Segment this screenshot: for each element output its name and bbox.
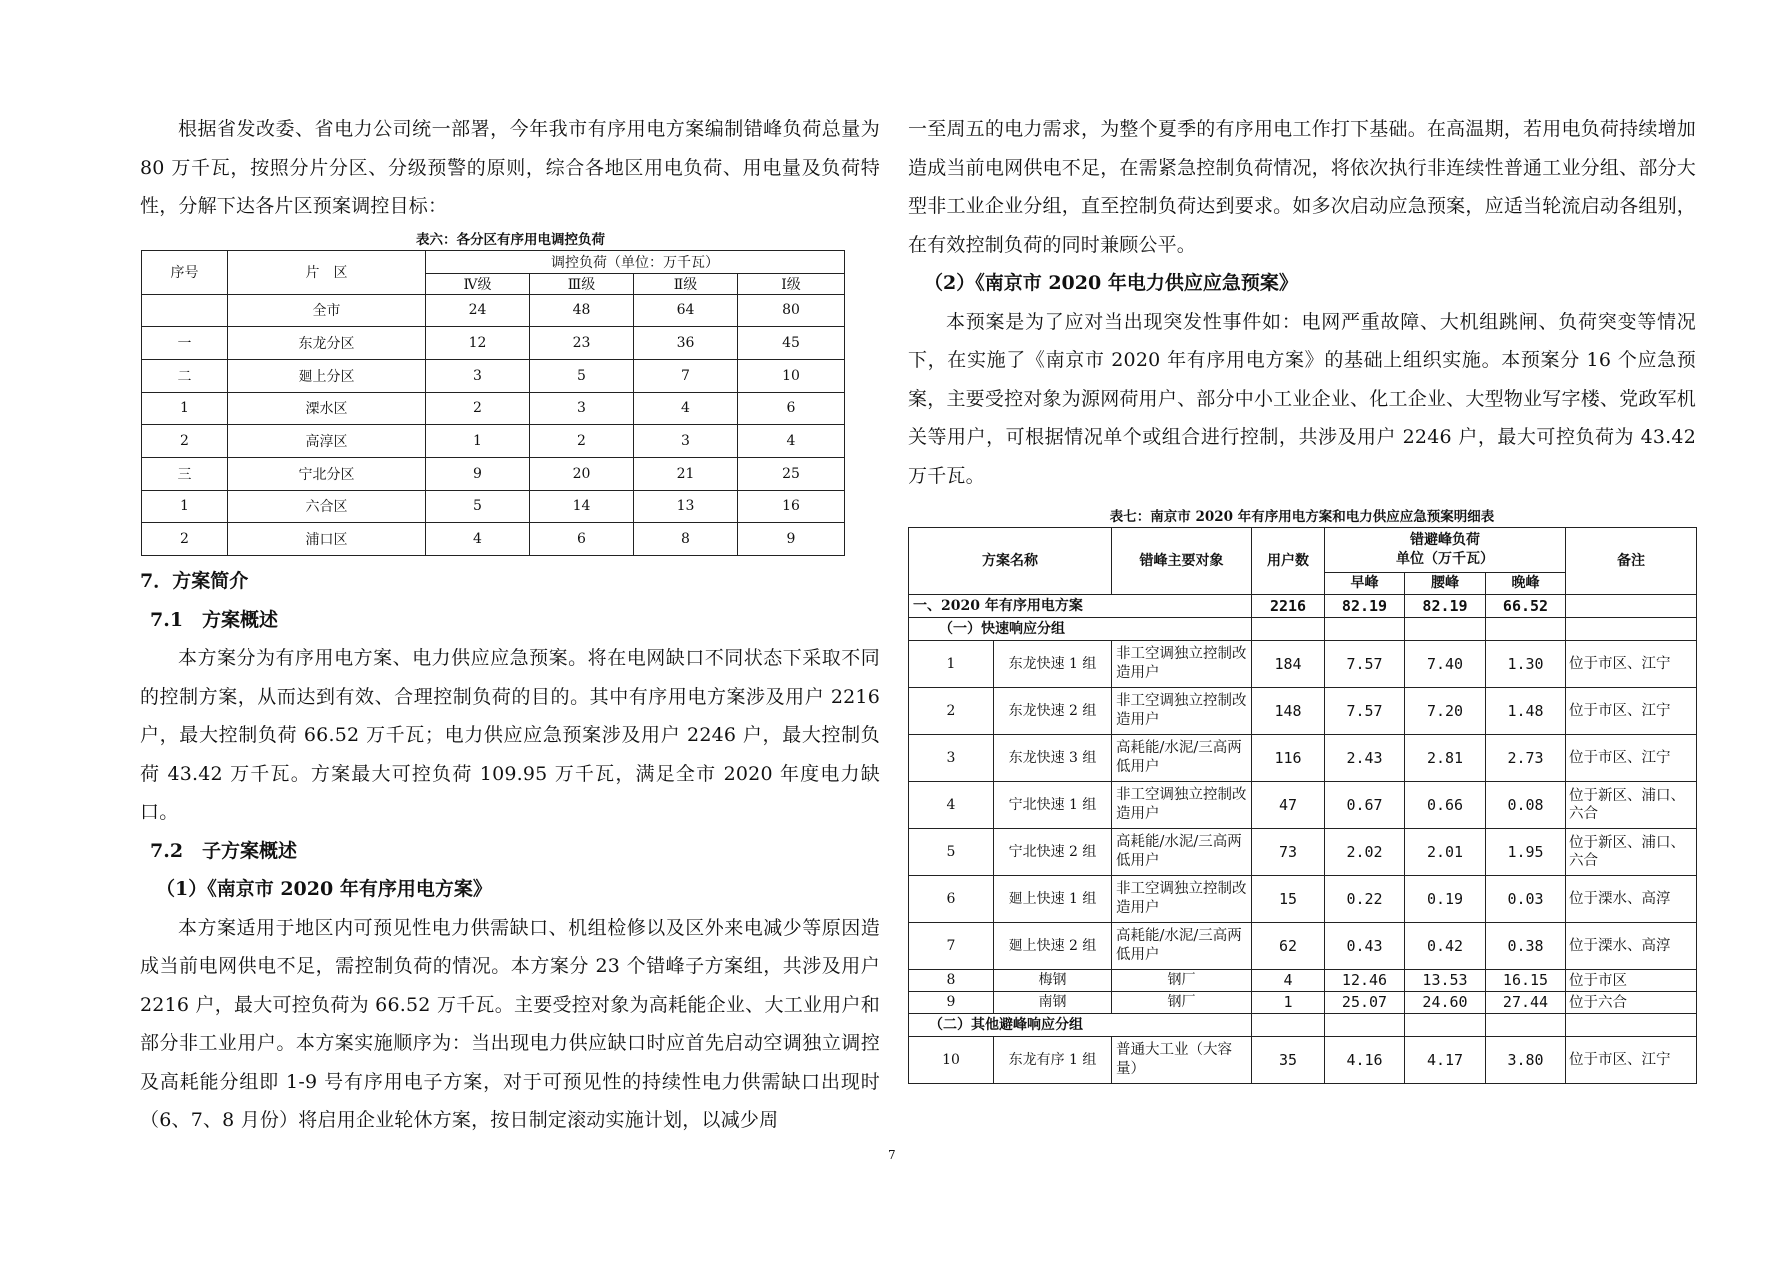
table7-header-load [1325, 528, 1566, 573]
table7-cell-name: 东龙有序 1 组 [994, 1037, 1112, 1084]
table7-header-name: 方案名称 [909, 528, 1112, 595]
table7-cell-note: 位于市区、江宁 [1566, 735, 1697, 782]
table7-cell-no: 5 [909, 829, 994, 876]
table6-cell-value: 21 [634, 457, 738, 490]
table7-header-object: 错峰主要对象 [1112, 528, 1252, 595]
table7-cell-note: 位于市区、江宁 [1566, 641, 1697, 688]
table6-cell-value: 10 [738, 359, 845, 392]
table7-cell-no: 1 [909, 641, 994, 688]
table6-cell-value: 5 [530, 359, 634, 392]
table7-cell-noon: 2.01 [1405, 829, 1486, 876]
table6-cell-no: 1 [142, 490, 228, 523]
table7-cell-evening: 0.03 [1486, 876, 1566, 923]
continued-paragraph: 一至周五的电力需求，为整个夏季的有序用电工作打下基础。在高温期，若用电负荷持续增加造成当前电网供电不足，在需紧急控制负荷情况，将依次执行非连续性普通工业分组、部分大型非工业企业分组，直至控制负荷达到要求。如多次启动应急预案，应适当轮流启动各组别，在有效控制负荷的同时兼顾公平。 [908, 118, 1696, 256]
table7-cell-noon: 0.19 [1405, 876, 1486, 923]
section-7-heading: 7．方案简介 [140, 570, 249, 592]
table-row [909, 735, 1697, 782]
table7-empty-cell [1566, 618, 1697, 641]
table6-cell-no: 一 [142, 327, 228, 360]
table7-header-evening: 晚峰 [1486, 573, 1566, 595]
table7-header-load-line1: 错避峰负荷 [1410, 532, 1480, 548]
table7-cell-evening: 2.73 [1486, 735, 1566, 782]
table7-cell-noon: 7.40 [1405, 641, 1486, 688]
table6-cell-area: 宁北分区 [228, 457, 426, 490]
table7-cell-noon: 2.81 [1405, 735, 1486, 782]
table-row [142, 490, 845, 523]
table7-cell-evening: 1.95 [1486, 829, 1566, 876]
table6-cell-value: 4 [738, 425, 845, 458]
table6-level-header: Ⅰ级 [738, 273, 845, 294]
table7-cell-evening: 3.80 [1486, 1037, 1566, 1084]
table7-cell-noon: 13.53 [1405, 970, 1486, 992]
table7-cell-morning: 7.57 [1325, 688, 1405, 735]
table7-cell-name: 廻上快速 2 组 [994, 923, 1112, 970]
table7-cell-name: 廻上快速 1 组 [994, 876, 1112, 923]
table6-level-header: Ⅱ级 [634, 273, 738, 294]
table7-cell-users: 73 [1252, 829, 1325, 876]
table7-cell-name: 东龙快速 1 组 [994, 641, 1112, 688]
table-row [909, 1037, 1697, 1084]
table7-empty-cell [1325, 1014, 1405, 1037]
subplan-1-heading: （1）《南京市 2020 年有序用电方案》 [156, 878, 492, 900]
table7-cell-morning: 7.57 [1325, 641, 1405, 688]
table6-cell-no: 三 [142, 457, 228, 490]
table-row [142, 425, 845, 458]
table7-empty-cell [1405, 618, 1486, 641]
table6-cell-value: 9 [738, 523, 845, 556]
table6-header-area: 片 区 [228, 250, 426, 294]
table-row [142, 359, 845, 392]
table7-cell-morning: 0.22 [1325, 876, 1405, 923]
table7-cell-users: 15 [1252, 876, 1325, 923]
table6-cell-value: 25 [738, 457, 845, 490]
table6-header-no: 序号 [142, 250, 228, 294]
table7-cell-users: 116 [1252, 735, 1325, 782]
table6-cell-value: 6 [530, 523, 634, 556]
table-row [909, 641, 1697, 688]
table7-cell-morning: 0.43 [1325, 923, 1405, 970]
table6 [141, 250, 845, 557]
table7-cell-name: 东龙快速 3 组 [994, 735, 1112, 782]
table7-cell-note: 位于市区 [1566, 970, 1697, 992]
table6-cell-value: 14 [530, 490, 634, 523]
table-row [142, 523, 845, 556]
table7-section-noon: 82.19 [1405, 595, 1486, 618]
table7-header-noon: 腰峰 [1405, 573, 1486, 595]
table7-group1-name: （一）快速响应分组 [909, 618, 1252, 641]
table7-cell-no: 2 [909, 688, 994, 735]
table6-cell-value: 20 [530, 457, 634, 490]
table7-cell-object: 非工空调独立控制改造用户 [1112, 782, 1252, 829]
table6-cell-value: 12 [426, 327, 530, 360]
table-row [909, 688, 1697, 735]
table7-cell-no: 10 [909, 1037, 994, 1084]
table7-cell-no: 6 [909, 876, 994, 923]
table7-empty-cell [1252, 618, 1325, 641]
table6-cell-value: 4 [634, 392, 738, 425]
table6-cell-value: 3 [530, 392, 634, 425]
table7 [908, 527, 1697, 1084]
table6-cell-area: 六合区 [228, 490, 426, 523]
table-row [909, 923, 1697, 970]
table7-cell-object: 非工空调独立控制改造用户 [1112, 688, 1252, 735]
table7-cell-object: 非工空调独立控制改造用户 [1112, 641, 1252, 688]
table6-cell-value: 45 [738, 327, 845, 360]
table7-cell-users: 47 [1252, 782, 1325, 829]
table7-section-morning: 82.19 [1325, 595, 1405, 618]
intro-paragraph: 根据省发改委、省电力公司统一部署，今年我市有序用电方案编制错峰负荷总量为 80 万千瓦，按照分片分区、分级预警的原则，综合各地区用电负荷、用电量及负荷特性，分解下达各片区预案调控目标： [140, 118, 880, 217]
table6-cell-value: 13 [634, 490, 738, 523]
table6-cell-value: 1 [426, 425, 530, 458]
table7-cell-evening: 0.08 [1486, 782, 1566, 829]
table7-cell-note: 位于市区、江宁 [1566, 688, 1697, 735]
table7-cell-users: 148 [1252, 688, 1325, 735]
table7-cell-no: 3 [909, 735, 994, 782]
table7-section-evening: 66.52 [1486, 595, 1566, 618]
table7-cell-object: 高耗能/水泥/三高两低用户 [1112, 829, 1252, 876]
table6-cell-value: 7 [634, 359, 738, 392]
page-number: 7 [888, 1148, 896, 1162]
table6-cell-area: 浦口区 [228, 523, 426, 556]
table7-cell-users: 62 [1252, 923, 1325, 970]
section-7-1-heading: 7.1 方案概述 [150, 608, 279, 631]
table7-cell-morning: 2.02 [1325, 829, 1405, 876]
table6-cell-value: 80 [738, 294, 845, 327]
table7-cell-users: 184 [1252, 641, 1325, 688]
table6-cell-value: 16 [738, 490, 845, 523]
table6-cell-value: 23 [530, 327, 634, 360]
section-7-1-paragraph: 本方案分为有序用电方案、电力供应应急预案。将在电网缺口不同状态下采取不同的控制方案，从而达到有效、合理控制负荷的目的。其中有序用电方案涉及用户 2216 户，最大控制负荷 66.52 万千瓦；电力供应应急预案涉及用户 2246 户，最大控制负荷 43.42 万千瓦。方案最大可控负荷 109.95 万千瓦，满足全市 2020 年度电力缺口。 [140, 647, 880, 823]
table7-cell-note: 位于新区、浦口、六合 [1566, 829, 1697, 876]
table6-cell-value: 64 [634, 294, 738, 327]
table6-level-header: Ⅲ级 [530, 273, 634, 294]
table7-cell-users: 4 [1252, 970, 1325, 992]
table-row [909, 992, 1697, 1014]
table7-group-row [909, 1014, 1697, 1037]
table7-header-load-line2: 单位（万千瓦） [1396, 551, 1494, 567]
table7-cell-morning: 2.43 [1325, 735, 1405, 782]
table7-empty-cell [1325, 618, 1405, 641]
table7-header-users: 用户数 [1252, 528, 1325, 595]
table7-cell-users: 35 [1252, 1037, 1325, 1084]
table7-cell-no: 7 [909, 923, 994, 970]
table7-cell-no: 9 [909, 992, 994, 1014]
table7-cell-morning: 0.67 [1325, 782, 1405, 829]
table7-cell-note: 位于溧水、高淳 [1566, 876, 1697, 923]
table-row [142, 392, 845, 425]
table7-cell-no: 4 [909, 782, 994, 829]
table7-cell-object: 钢厂 [1112, 992, 1252, 1014]
table6-cell-value: 5 [426, 490, 530, 523]
table-row [142, 294, 845, 327]
table7-cell-evening: 1.30 [1486, 641, 1566, 688]
table6-caption: 表六：各分区有序用电调控负荷 [416, 231, 605, 248]
table6-level-header: Ⅳ级 [426, 273, 530, 294]
table-row [909, 829, 1697, 876]
table7-cell-note: 位于市区、江宁 [1566, 1037, 1697, 1084]
table-row [909, 782, 1697, 829]
table7-cell-object: 钢厂 [1112, 970, 1252, 992]
table6-cell-value: 3 [426, 359, 530, 392]
table6-cell-value: 4 [426, 523, 530, 556]
table7-cell-evening: 1.48 [1486, 688, 1566, 735]
table7-cell-noon: 0.66 [1405, 782, 1486, 829]
table7-cell-noon: 24.60 [1405, 992, 1486, 1014]
subplan-2-paragraph: 本预案是为了应对当出现突发性事件如：电网严重故障、大机组跳闸、负荷突变等情况下，在实施了《南京市 2020 年有序用电方案》的基础上组织实施。本预案分 16 个应急预案，主要受控对象为源网荷用户、部分中小工业企业、化工企业、大型物业写字楼、党政军机关等用户，可根据情况单个或组合进行控制，共涉及用户 2246 户，最大可控负荷为 43.42 万千瓦。 [908, 310, 1696, 487]
table7-cell-morning: 25.07 [1325, 992, 1405, 1014]
table6-block [141, 230, 880, 557]
table7-block [908, 507, 1696, 1084]
table6-cell-value: 6 [738, 392, 845, 425]
table7-cell-users: 1 [1252, 992, 1325, 1014]
table7-cell-name: 宁北快速 1 组 [994, 782, 1112, 829]
table7-cell-noon: 7.20 [1405, 688, 1486, 735]
table7-section-users: 2216 [1252, 595, 1325, 618]
table7-empty-cell [1566, 1014, 1697, 1037]
table6-header-load: 调控负荷（单位：万千瓦） [426, 250, 845, 273]
table6-cell-no: 二 [142, 359, 228, 392]
table6-cell-no [142, 294, 228, 327]
table6-cell-no: 2 [142, 425, 228, 458]
right-column [908, 110, 1696, 1084]
table7-cell-object: 高耗能/水泥/三高两低用户 [1112, 735, 1252, 782]
table7-cell-name: 梅钢 [994, 970, 1112, 992]
table-row [142, 457, 845, 490]
section-7-2-heading: 7.2 子方案概述 [150, 839, 298, 862]
table7-cell-evening: 16.15 [1486, 970, 1566, 992]
table7-cell-object: 非工空调独立控制改造用户 [1112, 876, 1252, 923]
table7-caption: 表七：南京市 2020 年有序用电方案和电力供应应急预案明细表 [1109, 509, 1495, 525]
table7-section-note [1566, 595, 1697, 618]
table7-group2-name: （二）其他避峰响应分组 [909, 1014, 1252, 1037]
table7-header-morning: 早峰 [1325, 573, 1405, 595]
table6-cell-area: 东龙分区 [228, 327, 426, 360]
subplan-2-heading: （2）《南京市 2020 年电力供应应急预案》 [924, 272, 1298, 294]
table7-empty-cell [1252, 1014, 1325, 1037]
subplan-1-paragraph: 本方案适用于地区内可预见性电力供需缺口、机组检修以及区外来电减少等原因造成当前电网供电不足，需控制负荷的情况。本方案分 23 个错峰子方案组，共涉及用户 2216 户，最大可控负荷为 66.52 万千瓦。主要受控对象为高耗能企业、大工业用户和部分非工业用户。本方案实施顺序为：当出现电力供应缺口时应首先启动空调独立调控及高耗能分组即 1-9 号有序用电子方案，对于可预见性的持续性电力供需缺口出现时（6、7、8 月份）将启用企业轮休方案，按日制定滚动实施计划，以减少周 [140, 916, 880, 1131]
table7-cell-evening: 27.44 [1486, 992, 1566, 1014]
table6-cell-value: 48 [530, 294, 634, 327]
table6-cell-value: 36 [634, 327, 738, 360]
table6-cell-value: 2 [426, 392, 530, 425]
table7-header-note: 备注 [1566, 528, 1697, 595]
table7-cell-object: 普通大工业（大容量） [1112, 1037, 1252, 1084]
table6-cell-value: 3 [634, 425, 738, 458]
left-column [140, 110, 880, 1140]
table-row [142, 327, 845, 360]
table7-empty-cell [1486, 618, 1566, 641]
table7-cell-name: 东龙快速 2 组 [994, 688, 1112, 735]
table7-cell-noon: 0.42 [1405, 923, 1486, 970]
table6-cell-value: 2 [530, 425, 634, 458]
table7-cell-object: 高耗能/水泥/三高两低用户 [1112, 923, 1252, 970]
table6-cell-no: 1 [142, 392, 228, 425]
table7-cell-note: 位于六合 [1566, 992, 1697, 1014]
table6-cell-area: 高淳区 [228, 425, 426, 458]
table7-cell-note: 位于新区、浦口、六合 [1566, 782, 1697, 829]
table7-group-row [909, 618, 1697, 641]
table6-cell-area: 廻上分区 [228, 359, 426, 392]
table7-section-name: 一、2020 年有序用电方案 [909, 595, 1252, 618]
table7-section-row [909, 595, 1697, 618]
table7-cell-no: 8 [909, 970, 994, 992]
table7-cell-evening: 0.38 [1486, 923, 1566, 970]
table7-empty-cell [1405, 1014, 1486, 1037]
table-row [909, 970, 1697, 992]
table6-cell-value: 24 [426, 294, 530, 327]
table7-empty-cell [1486, 1014, 1566, 1037]
table7-cell-morning: 12.46 [1325, 970, 1405, 992]
table6-cell-area: 全市 [228, 294, 426, 327]
table7-cell-note: 位于溧水、高淳 [1566, 923, 1697, 970]
table-row [909, 876, 1697, 923]
table7-cell-name: 南钢 [994, 992, 1112, 1014]
table6-cell-no: 2 [142, 523, 228, 556]
table7-cell-morning: 4.16 [1325, 1037, 1405, 1084]
table6-cell-value: 9 [426, 457, 530, 490]
table6-cell-area: 溧水区 [228, 392, 426, 425]
table7-cell-name: 宁北快速 2 组 [994, 829, 1112, 876]
table6-cell-value: 8 [634, 523, 738, 556]
table7-cell-noon: 4.17 [1405, 1037, 1486, 1084]
